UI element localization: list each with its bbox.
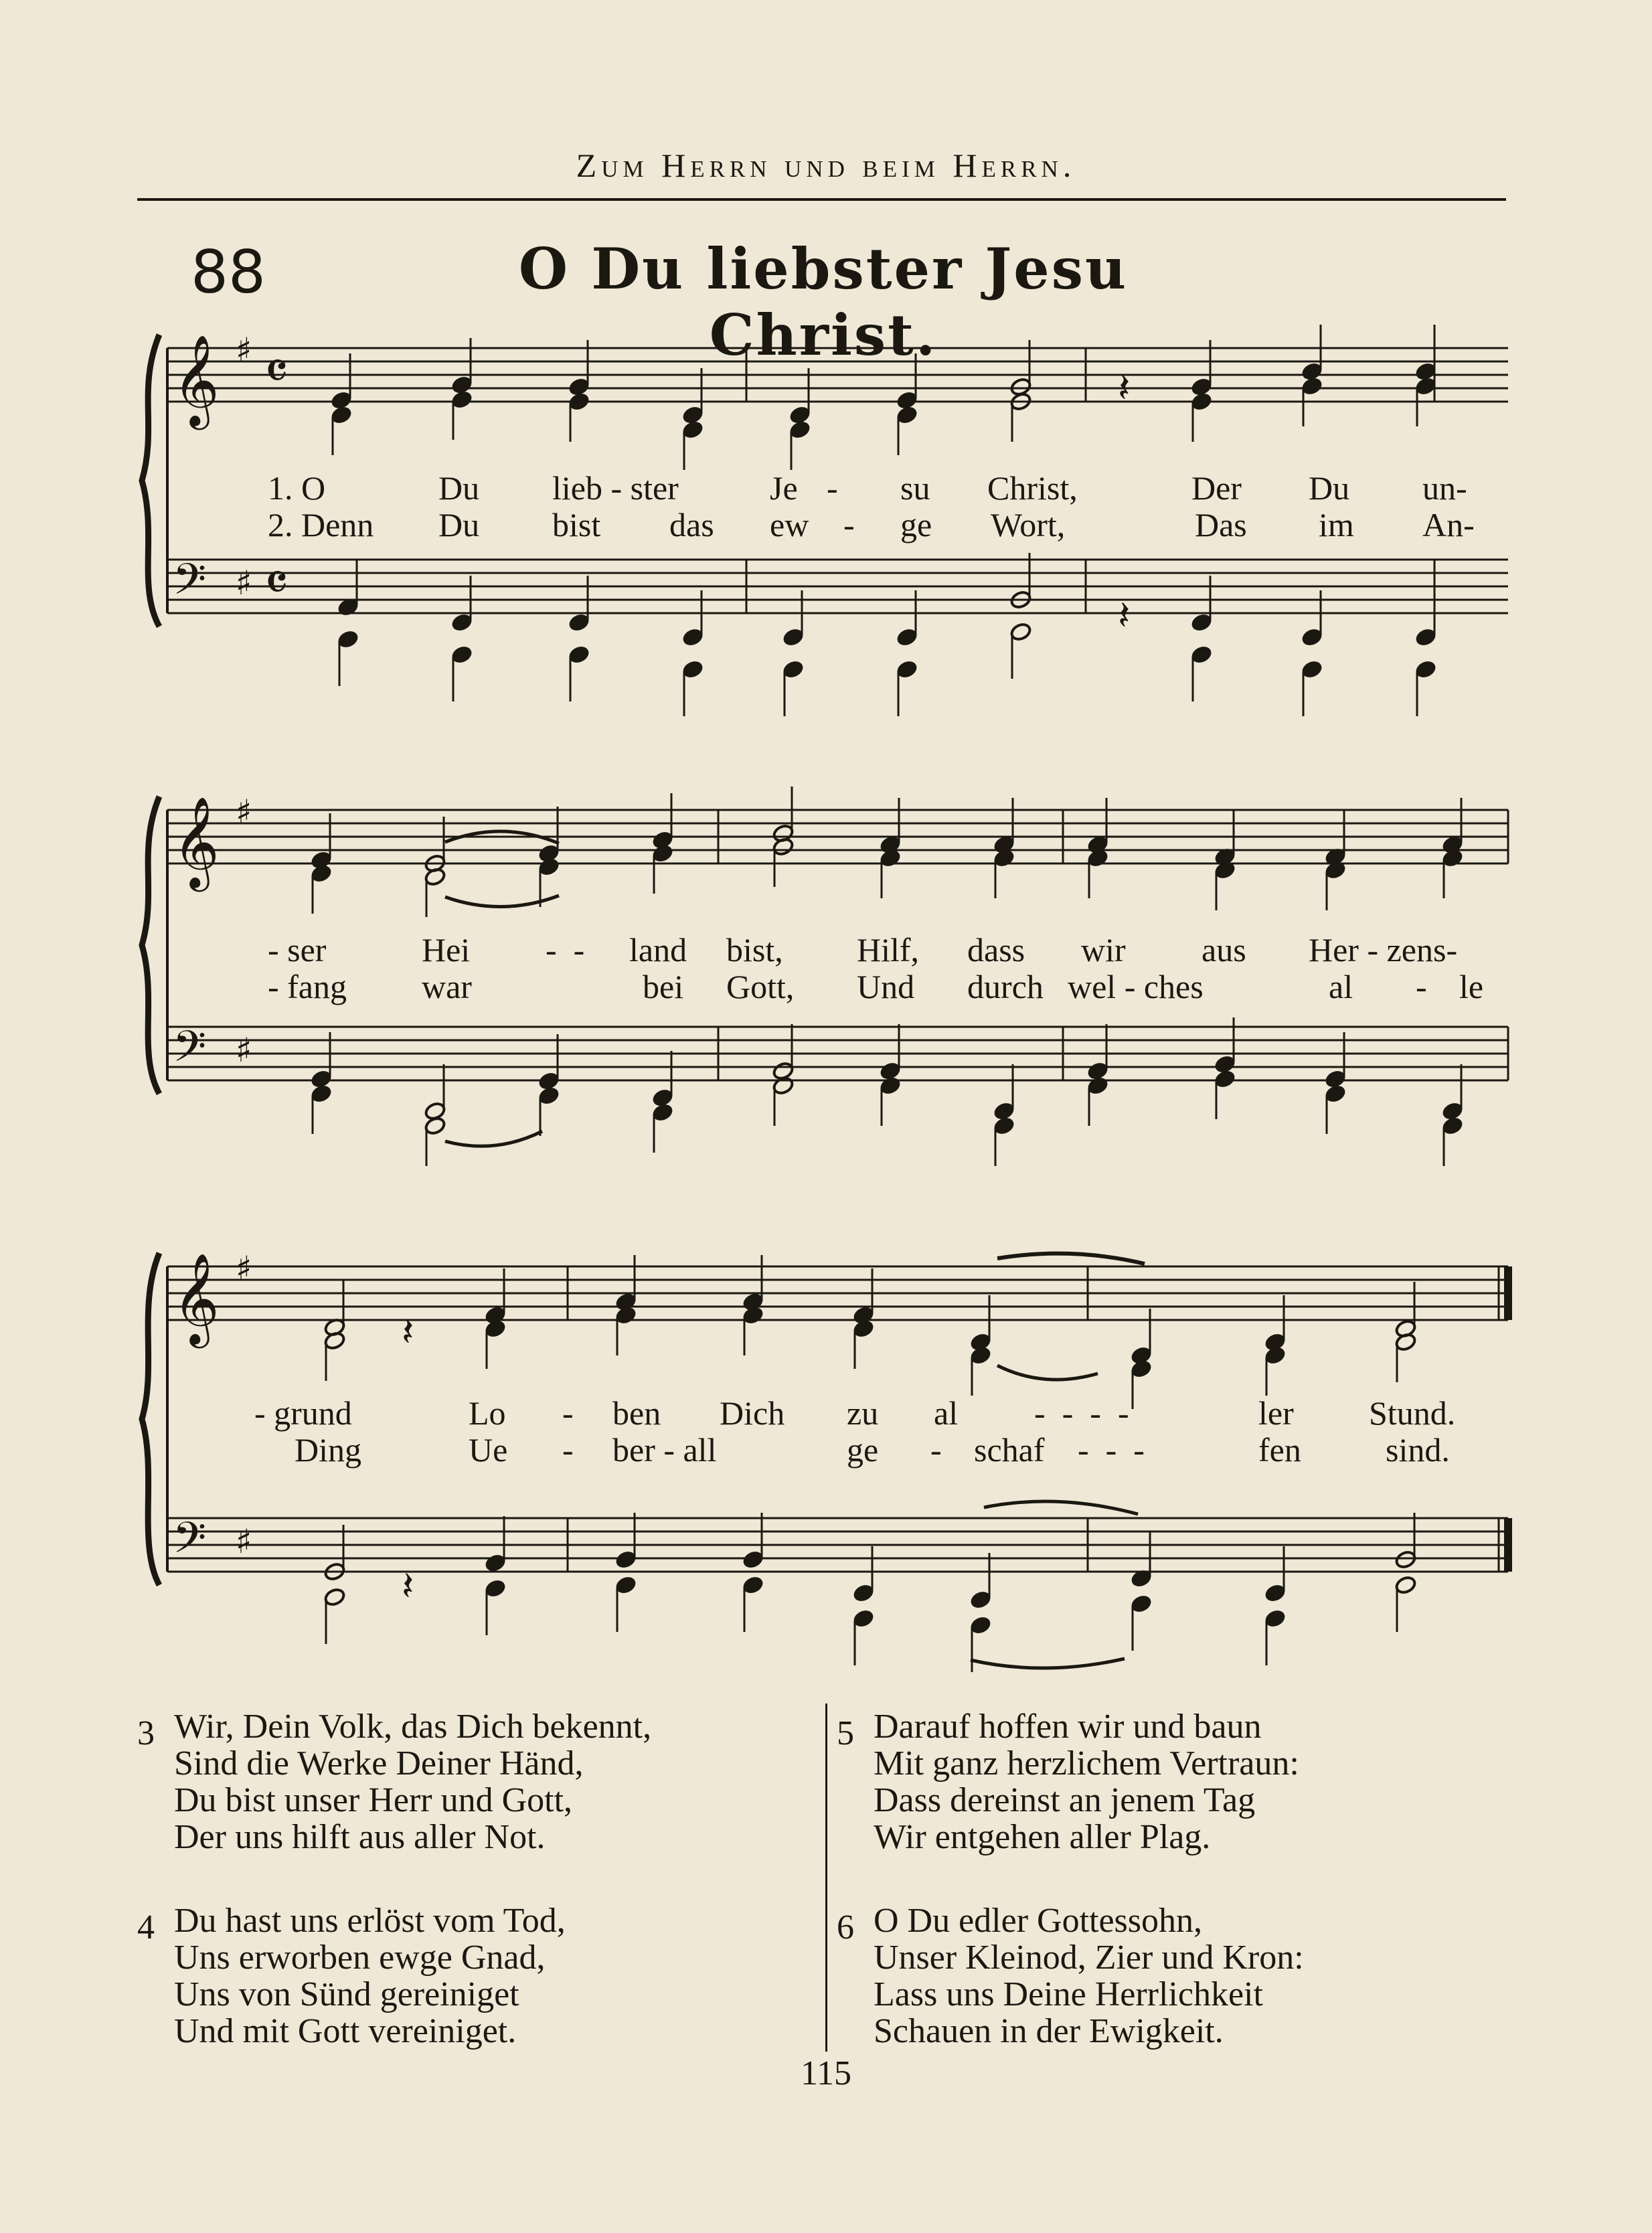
verse-line: Wir entgehen aller Plag.	[874, 1818, 1211, 1856]
verse-line: Und mit Gott vereiniget.	[174, 2012, 517, 2050]
lyric-syllable: im	[1319, 506, 1354, 544]
quarter-rest-icon: 𝄽	[1118, 365, 1131, 412]
lyric-syllable: Christ,	[987, 469, 1078, 507]
page-number: 115	[800, 2054, 852, 2092]
verse-line: Wir, Dein Volk, das Dich bekennt,	[174, 1708, 652, 1746]
slur	[445, 896, 559, 907]
lyric-syllable: ge	[900, 506, 932, 544]
lyric-syllable: Lo	[469, 1394, 506, 1432]
tie	[997, 1366, 1098, 1380]
tie	[971, 1659, 1125, 1668]
verse-line: Mit ganz herzlichem Vertraun:	[874, 1744, 1299, 1783]
lyric-syllable: -	[827, 469, 838, 507]
lyric-syllable: sind.	[1386, 1431, 1450, 1469]
lyric-syllable: -	[930, 1431, 942, 1469]
verse-line: Der uns hilft aus aller Not.	[174, 1818, 546, 1856]
lyric-syllable: -	[562, 1431, 574, 1469]
lyric-syllable: -	[843, 506, 855, 544]
lyric-syllable: le	[1459, 968, 1484, 1005]
lyric-syllable: fen	[1258, 1431, 1301, 1469]
lyric-syllable: Stund.	[1369, 1394, 1456, 1432]
lyric-syllable: Du	[438, 469, 480, 507]
lyric-syllable: - - - -	[1034, 1394, 1129, 1432]
verse-line: Unser Kleinod, Zier und Kron:	[874, 1938, 1304, 1977]
lyric-syllable: Das	[1195, 506, 1247, 544]
lyric-syllable: ber - all	[612, 1431, 717, 1469]
lyric-syllable: Und	[857, 968, 915, 1005]
quarter-rest-icon: 𝄽	[1118, 592, 1131, 639]
slur	[445, 1131, 542, 1146]
treble-clef-icon: 𝄞	[173, 795, 220, 888]
lyric-syllable: 2. Denn	[268, 506, 374, 544]
common-time-icon: 𝄴	[264, 340, 288, 402]
lyric-syllable: Der	[1191, 469, 1242, 507]
key-signature-sharp-icon: ♯	[236, 1249, 252, 1288]
verse-line: Schauen in der Ewigkeit.	[874, 2012, 1224, 2050]
lyric-syllable: un-	[1422, 469, 1467, 507]
lyric-syllable: ler	[1258, 1394, 1294, 1432]
lyric-syllable: Hilf,	[857, 931, 920, 969]
lyric-syllable: land	[629, 931, 687, 969]
lyric-syllable: Du	[438, 506, 480, 544]
system-brace	[142, 797, 159, 1094]
treble-clef-icon: 𝄞	[173, 1252, 220, 1344]
key-signature-sharp-icon: ♯	[236, 1031, 252, 1070]
lyric-syllable: Ue	[469, 1431, 508, 1469]
bass-clef-icon: 𝄢	[173, 1513, 207, 1574]
treble-clef-icon: 𝄞	[173, 333, 220, 426]
lyric-syllable: wir	[1081, 931, 1126, 969]
key-signature-sharp-icon: ♯	[236, 793, 252, 831]
lyric-syllable: -	[1416, 968, 1427, 1005]
verse-column-divider	[825, 1704, 827, 2052]
verse-line: Du bist unser Herr und Gott,	[174, 1781, 573, 1819]
lyric-syllable: Hei	[422, 931, 471, 969]
key-signature-sharp-icon: ♯	[236, 1522, 252, 1561]
verse-line: Sind die Werke Deiner Händ,	[174, 1744, 584, 1783]
bass-clef-icon: 𝄢	[173, 555, 207, 615]
lyric-syllable: Je	[770, 469, 798, 507]
verse-number: 4	[137, 1908, 155, 1947]
verse-number: 6	[837, 1908, 854, 1947]
lyric-syllable: - fang	[268, 968, 347, 1005]
system-brace	[142, 335, 159, 627]
lyric-syllable: Ding	[295, 1431, 361, 1469]
lyric-syllable: An-	[1422, 506, 1475, 544]
verse-line: Du hast uns erlöst vom Tod,	[174, 1902, 566, 1940]
lyric-syllable: su	[900, 469, 930, 507]
verse-line: O Du edler Gottessohn,	[874, 1902, 1203, 1940]
lyric-syllable: Dich	[720, 1394, 785, 1432]
lyric-syllable: bist	[552, 506, 601, 544]
lyric-syllable: war	[422, 968, 472, 1005]
lyric-syllable: bist,	[726, 931, 783, 969]
verse-line: Darauf hoffen wir und baun	[874, 1708, 1262, 1746]
lyric-syllable: bei	[643, 968, 684, 1005]
lyric-syllable: lieb - ster	[552, 469, 679, 507]
key-signature-sharp-icon: ♯	[236, 331, 252, 369]
lyric-syllable: al	[1329, 968, 1353, 1005]
bass-clef-icon: 𝄢	[173, 1022, 207, 1082]
lyric-syllable: schaf	[974, 1431, 1045, 1469]
verse-line: Uns von Sünd gereiniget	[174, 1975, 519, 2013]
hymn-title: O Du liebster Jesu Christ.	[518, 236, 1129, 368]
lyric-syllable: - -	[546, 931, 585, 969]
lyric-syllable: 1. O	[268, 469, 326, 507]
lyric-syllable: - grund	[254, 1394, 352, 1432]
lyric-syllable: zu	[847, 1394, 879, 1432]
verse-number: 5	[837, 1714, 854, 1752]
verse-number: 3	[137, 1714, 155, 1752]
lyric-syllable: - - -	[1078, 1431, 1145, 1469]
tie	[984, 1501, 1138, 1514]
verse-line: Dass dereinst an jenem Tag	[874, 1781, 1256, 1819]
lyric-syllable: Her - zens-	[1309, 931, 1458, 969]
verse-line: Uns erworben ewge Gnad,	[174, 1938, 546, 1977]
system-brace	[142, 1253, 159, 1585]
lyric-syllable: ew	[770, 506, 809, 544]
lyric-syllable: dass	[967, 931, 1025, 969]
tie	[997, 1254, 1145, 1264]
quarter-rest-icon: 𝄽	[402, 1563, 414, 1610]
lyric-syllable: das	[669, 506, 714, 544]
lyric-syllable: durch	[967, 968, 1044, 1005]
key-signature-sharp-icon: ♯	[236, 564, 252, 602]
verse-line: Lass uns Deine Herrlichkeit	[874, 1975, 1263, 2013]
hymn-number: 88	[191, 238, 266, 307]
lyric-syllable: - ser	[268, 931, 327, 969]
quarter-rest-icon: 𝄽	[402, 1309, 414, 1355]
lyric-syllable: ge	[847, 1431, 879, 1469]
lyric-syllable: ben	[612, 1394, 661, 1432]
lyric-syllable: Wort,	[991, 506, 1066, 544]
running-header: Zum Herrn und beim Herrn.	[576, 147, 1076, 184]
lyric-syllable: aus	[1202, 931, 1246, 969]
lyric-syllable: wel - ches	[1068, 968, 1204, 1005]
lyric-syllable: al	[934, 1394, 959, 1432]
lyric-syllable: Gott,	[726, 968, 795, 1005]
lyric-syllable: Du	[1309, 469, 1350, 507]
lyric-syllable: -	[562, 1394, 574, 1432]
common-time-icon: 𝄴	[264, 552, 288, 614]
